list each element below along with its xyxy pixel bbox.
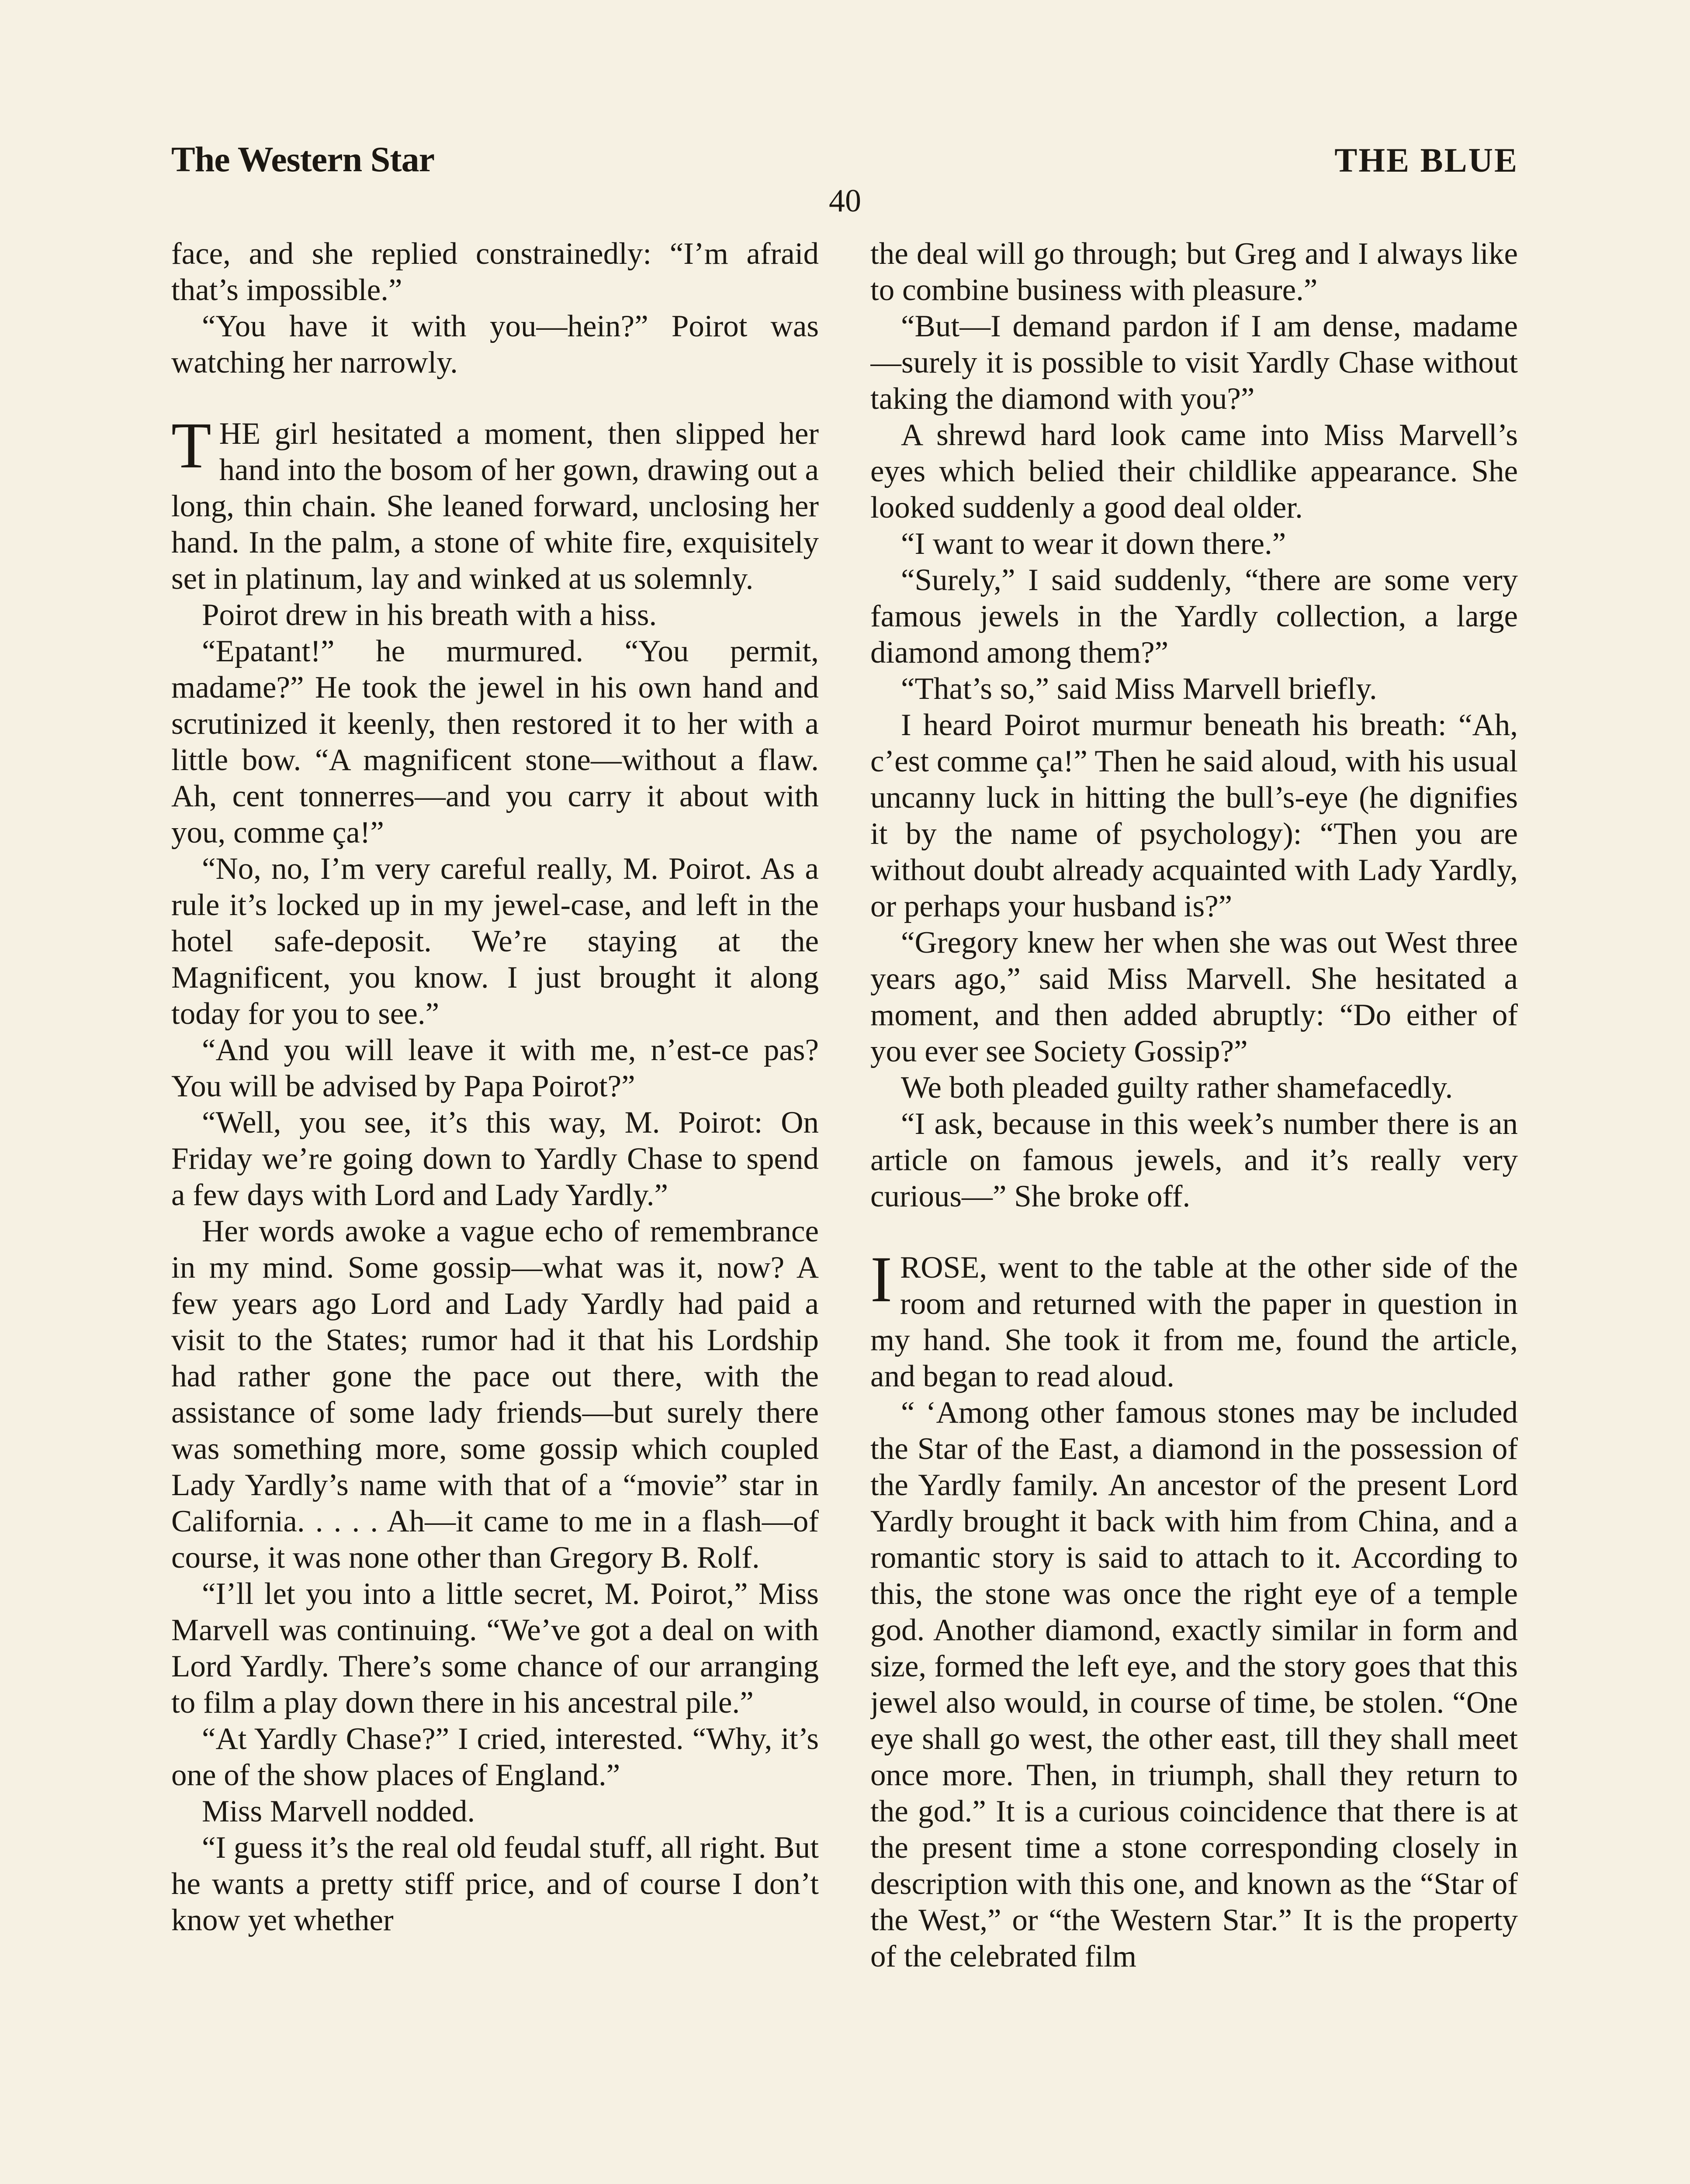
paragraph-text: ROSE, went to the table at the other side of the room and returned with the paper in question in my hand. She took it from me, found the article, and began to read aloud. xyxy=(870,1251,1518,1393)
paragraph: “I ask, because in this week’s number there is an article on famous jewels, and it’s really very curious—” She broke off. xyxy=(870,1107,1518,1213)
paragraph: Miss Marvell nodded. xyxy=(202,1794,475,1828)
paragraph: Poirot drew in his breath with a hiss. xyxy=(202,598,657,632)
dropcap-letter: T xyxy=(171,409,211,482)
paragraph: “Epatant!” he murmured. “You permit, madame?” He took the jewel in his own hand and scrutinized it keenly, then restored it to her with a little bow. “A magnificent stone—without a flaw. Ah, cent tonnerres—and you carry it about with you, comme ça!” xyxy=(171,634,819,850)
paragraph: “That’s so,” said Miss Marvell briefly. xyxy=(901,672,1377,706)
dropcap-letter: I xyxy=(870,1243,892,1316)
paragraph: “At Yardly Chase?” I cried, interested. “Why, it’s one of the show places of England.” xyxy=(171,1722,819,1792)
right-column xyxy=(870,236,1518,2184)
paragraph: “But—I demand pardon if I am dense, madame—surely it is possible to visit Yardly Chase without taking the diamond with you?” xyxy=(870,309,1518,416)
paragraph: Her words awoke a vague echo of remembrance in my mind. Some gossip—what was it, now? A few years ago Lord and Lady Yardly had paid a visit to the States; rumor had it that his Lordship had rather gone the pace out there, with the assistance of some lady friends—but surely there was something more, some gossip which coupled Lady Yardly’s name with that of a “movie” star in California. . . . . Ah—it came to me in a flash—of course, it was none other than Gregory B. Rolf. xyxy=(171,1214,819,1575)
paragraph: “I guess it’s the real old feudal stuff, all right. But he wants a pretty stiff price, and of course I don’t know yet whether xyxy=(171,1831,819,1937)
paragraph: “You have it with you—hein?” Poirot was watching her narrowly. xyxy=(171,309,819,380)
paragraph: “And you will leave it with me, n’est-ce pas? You will be advised by Papa Poirot?” xyxy=(171,1033,819,1103)
left-column xyxy=(171,236,819,2184)
paragraph-with-dropcap xyxy=(870,1243,1518,1395)
paragraph: “I’ll let you into a little secret, M. Poirot,” Miss Marvell was continuing. “We’ve got a deal on with Lord Yardly. There’s some chance of our arranging to film a play down there in his ancestral pile.” xyxy=(171,1577,819,1720)
paragraph-with-dropcap xyxy=(171,409,819,597)
running-title: The Western Star xyxy=(171,139,435,179)
paragraph: “Gregory knew her when she was out West three years ago,” said Miss Marvell. She hesitated a moment, and then added abruptly: “Do either of you ever see Society Gossip?” xyxy=(870,926,1518,1068)
paragraph: “No, no, I’m very careful really, M. Poirot. As a rule it’s locked up in my jewel-case, and left in the hotel safe-deposit. We’re staying at the Magnificent, you know. I just brought it along today for you to see.” xyxy=(171,852,819,1031)
paragraph: the deal will go through; but Greg and I always like to combine business with pleasure.” xyxy=(870,237,1518,307)
paragraph: I heard Poirot murmur beneath his breath: “Ah, c’est comme ça!” Then he said aloud, with his usual uncanny luck in hitting the bull’s-eye (he dignifies it by the name of psychology): “Then you are without doubt already acquainted with Lady Yardly, or perhaps your husband is?” xyxy=(870,708,1518,923)
paragraph: “Well, you see, it’s this way, M. Poirot: On Friday we’re going down to Yardly Chase to spend a few days with Lord and Lady Yardly.” xyxy=(171,1106,819,1212)
paragraph: “I want to wear it down there.” xyxy=(901,527,1286,561)
paragraph-text: HE girl hesitated a moment, then slipped her hand into the bosom of her gown, drawing out a long, thin chain. She leaned forward, unclosing her hand. In the palm, a stone of white fire, exquisitely set in platinum, lay and winked at us solemnly. xyxy=(171,417,819,596)
paragraph: face, and she replied constrainedly: “I’m afraid that’s impossible.” xyxy=(171,237,819,307)
page-number: 40 xyxy=(829,183,861,219)
paragraph: “ ‘Among other famous stones may be included the Star of the East, a diamond in the possession of the Yardly family. An ancestor of the present Lord Yardly brought it back with him from China, and a romantic story is said to attach to it. According to this, the stone was once the right eye of a temple god. Another diamond, exactly similar in form and size, formed the left eye, and the story goes that this jewel also would, in course of time, be stolen. “One eye shall go west, the other east, till they shall meet once more. Then, in triumph, shall they return to the god.” It is a curious coincidence that there is at the present time a stone corresponding closely in description with this one, and known as the “Star of the West,” or “the Western Star.” It is the property of the celebrated film xyxy=(870,1396,1518,1973)
paragraph: We both pleaded guilty rather shamefacedly. xyxy=(901,1071,1453,1105)
paragraph: A shrewd hard look came into Miss Marvell’s eyes which belied their childlike appearance. She looked suddenly a good deal older. xyxy=(870,418,1518,525)
paragraph: “Surely,” I said suddenly, “there are some very famous jewels in the Yardly collection, a large diamond among them?” xyxy=(870,563,1518,670)
magazine-section: THE BLUE xyxy=(1334,141,1518,179)
